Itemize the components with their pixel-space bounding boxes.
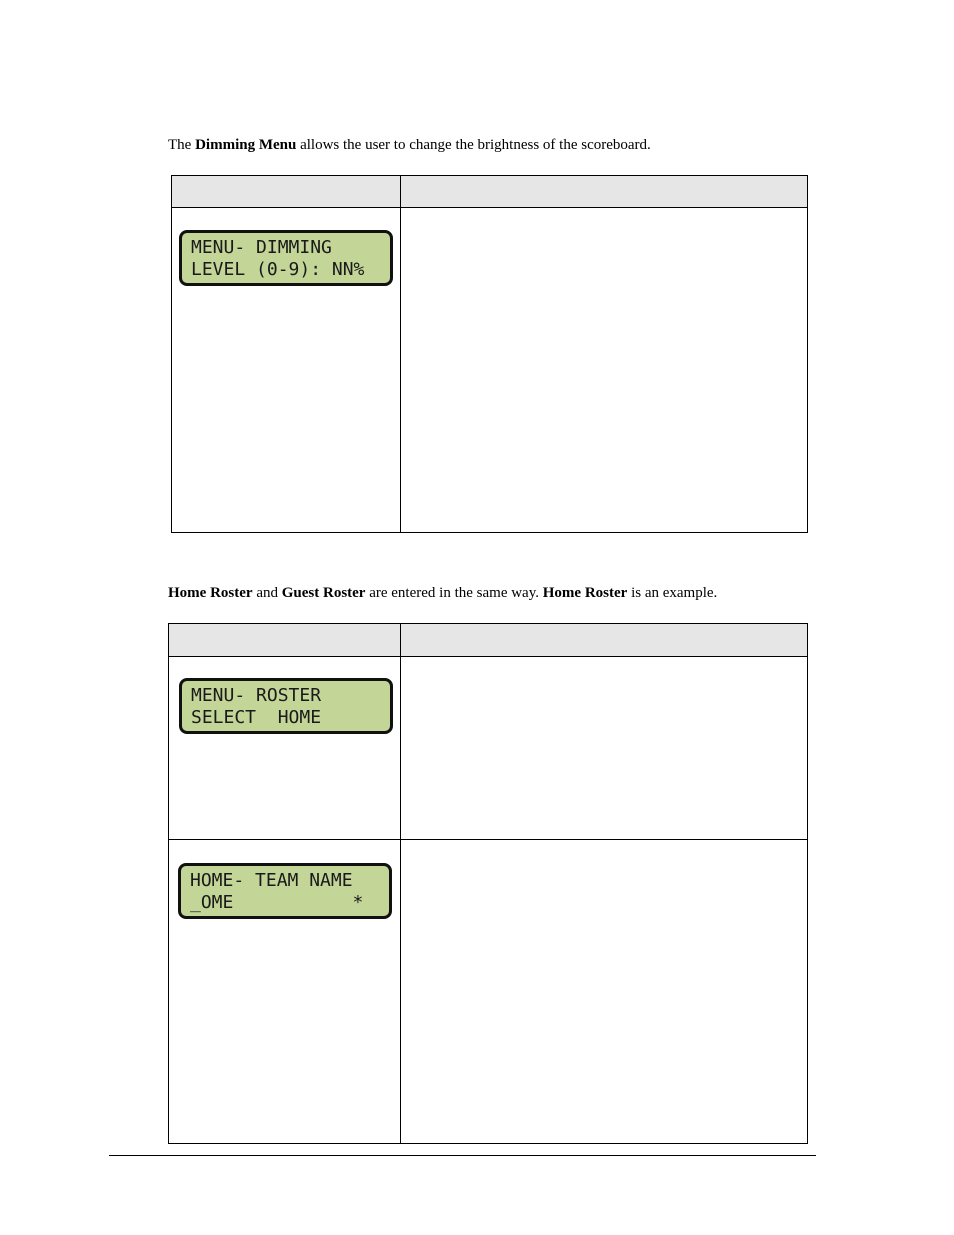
dimming-column-divider (400, 176, 401, 532)
guest-roster-term: Guest Roster (281, 585, 366, 601)
lcd-display-team-name (178, 863, 392, 919)
lcd-display-dimming (179, 230, 393, 286)
footer-divider (109, 1155, 816, 1156)
dimming-intro: The Dimming Menu allows the user to change the brightness of the scoreboard. (168, 137, 651, 153)
dimming-table (171, 175, 808, 533)
roster-row-divider (169, 839, 807, 840)
roster-intro: Home Roster and Guest Roster are entered in the same way. Home Roster is an example. (168, 585, 718, 601)
roster-table (168, 623, 808, 1144)
home-roster-term: Home Roster (168, 585, 253, 601)
lcd-line-2: LEVEL (0-9): NN% (191, 259, 365, 280)
lcd-display-roster-select (179, 678, 393, 734)
lcd-line-1: MENU- DIMMING (191, 237, 332, 258)
dimming-menu-term: Dimming Menu (195, 137, 297, 153)
lcd-line-2: _OME * (190, 892, 364, 913)
home-roster-example-term: Home Roster (542, 585, 628, 601)
lcd-line-1: MENU- ROSTER (191, 685, 322, 706)
roster-table-header (169, 624, 807, 657)
dimming-table-header (172, 176, 807, 208)
lcd-line-1: HOME- TEAM NAME (190, 870, 353, 891)
lcd-line-2: SELECT HOME (191, 707, 322, 728)
roster-column-divider (400, 624, 401, 1143)
